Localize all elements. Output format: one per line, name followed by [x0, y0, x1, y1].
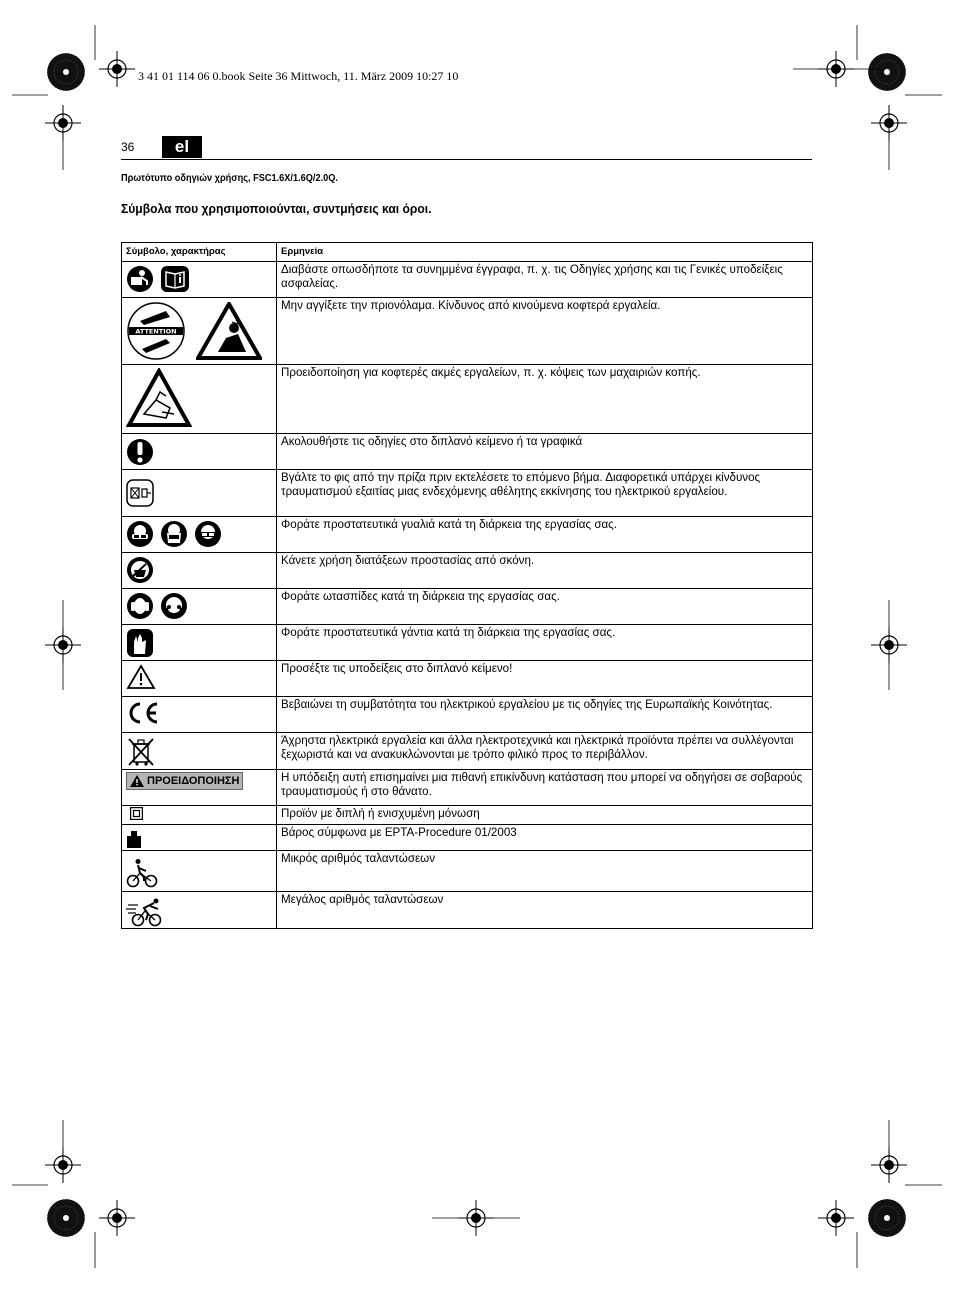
table-row	[122, 851, 813, 892]
meaning-cell: Μην αγγίξετε την πριονόλαμα. Κίνδυνος από κινούμενα κοφτερά εργαλεία.	[277, 298, 813, 365]
print-header: 3 41 01 114 06 0.book Seite 36 Mittwoch, 11. März 2009 10:27 10	[138, 69, 459, 83]
meaning-cell: Άχρηστα ηλεκτρικά εργαλεία και άλλα ηλεκτροτεχνικά και ηλεκτρικά προϊόντα πρέπει να συλλέγονται ξεχωριστά και να ανακυκλώνονται με τρόπο φιλικό προς το περιβάλλον.	[277, 733, 813, 770]
doc-subtitle: Πρωτότυπο οδηγιών χρήσης, FSC1.6X/1.6Q/2.0Q.	[121, 173, 338, 184]
symbols-table	[121, 242, 813, 929]
table-header-row	[122, 243, 813, 262]
header-meaning: Ερμηνεία	[277, 243, 813, 262]
cutting-edge-warning-icon	[126, 368, 192, 428]
symbol-cell	[122, 851, 277, 892]
symbol-cell	[122, 298, 277, 365]
table-row	[122, 517, 813, 553]
symbol-cell	[122, 806, 277, 825]
table-row	[122, 770, 813, 806]
weee-bin-icon	[126, 736, 156, 768]
meaning-cell: Βάρος σύμφωνα με EPTA-Procedure 01/2003	[277, 825, 813, 851]
meaning-cell: Προσέξτε τις υποδείξεις στο διπλανό κείμενο!	[277, 661, 813, 697]
meaning-cell: Φοράτε προστατευτικά γυαλιά κατά τη διάρκεια της εργασίας σας.	[277, 517, 813, 553]
meaning-cell: Κάνετε χρήση διατάξεων προστασίας από σκόνη.	[277, 553, 813, 589]
table-row	[122, 697, 813, 733]
table-row	[122, 806, 813, 825]
symbol-cell	[122, 365, 277, 434]
info-book-icon	[160, 265, 190, 293]
symbol-cell	[122, 892, 277, 929]
symbol-cell	[122, 262, 277, 298]
face-shield-icon	[160, 520, 188, 548]
header-symbol: Σύμβολο, χαρακτήρας	[122, 243, 277, 262]
blade-warning-triangle-icon	[196, 302, 262, 360]
symbol-cell	[122, 697, 277, 733]
meaning-cell: Διαβάστε οπωσδήποτε τα συνημμένα έγγραφα, π. χ. τις Οδηγίες χρήσης και τις Γενικές υποδείξεις ασφαλείας.	[277, 262, 813, 298]
mandatory-exclamation-icon	[126, 437, 154, 467]
warning-badge	[126, 772, 243, 790]
symbol-cell	[122, 434, 277, 470]
table-row	[122, 733, 813, 770]
symbol-cell	[122, 553, 277, 589]
read-manual-icon	[126, 265, 154, 293]
meaning-cell: Η υπόδειξη αυτή επισημαίνει μια πιθανή επικίνδυνη κατάσταση που μπορεί να οδηγήσει σε σοβαρούς τραυματισμούς ή στο θάνατο.	[277, 770, 813, 806]
table-row	[122, 825, 813, 851]
meaning-cell: Μικρός αριθμός ταλαντώσεων	[277, 851, 813, 892]
symbol-cell	[122, 470, 277, 517]
meaning-cell: Μεγάλος αριθμός ταλαντώσεων	[277, 892, 813, 929]
symbol-cell	[122, 625, 277, 661]
meaning-cell: Φοράτε προστατευτικά γάντια κατά τη διάρκεια της εργασίας σας.	[277, 625, 813, 661]
unplug-icon	[126, 479, 154, 507]
attention-label: ATTENTION	[135, 327, 177, 336]
page-number: 36	[121, 140, 135, 154]
symbol-cell	[122, 589, 277, 625]
goggles-icon	[126, 520, 154, 548]
meaning-cell: Βγάλτε το φις από την πρίζα πριν εκτελέσετε το επόμενο βήμα. Διαφορετικά υπάρχει κίνδυνος τραυματισμού εξαιτίας μιας ενδεχόμενης αθέλητης εκκίνησης του ηλεκτρικού εργαλείου.	[277, 470, 813, 517]
table-row	[122, 262, 813, 298]
table-row	[122, 434, 813, 470]
ear-muffs-icon	[126, 592, 154, 620]
table-row	[122, 470, 813, 517]
attention-blade-icon	[126, 301, 186, 361]
dust-mask-icon	[126, 556, 154, 584]
table-row	[122, 298, 813, 365]
warning-triangle-icon	[126, 664, 156, 690]
ce-mark-icon	[126, 700, 160, 726]
meaning-cell: Βεβαιώνει τη συμβατότητα του ηλεκτρικού εργαλείου με τις οδηγίες της Ευρωπαϊκής Κοινότητας.	[277, 697, 813, 733]
weight-icon	[126, 830, 142, 848]
table-row	[122, 892, 813, 929]
table-row	[122, 589, 813, 625]
fast-cyclist-icon	[126, 897, 164, 927]
symbol-cell	[122, 517, 277, 553]
warning-triangle-icon	[130, 775, 144, 787]
gloves-icon	[126, 628, 154, 658]
meaning-cell: Προειδοποίηση για κοφτερές ακμές εργαλείων, π. χ. κόψεις των μαχαιριών κοπής.	[277, 365, 813, 434]
warning-badge-label: ΠΡΟΕΙΔΟΠΟΙΗΣΗ	[147, 775, 240, 787]
ear-protection-icon	[160, 592, 188, 620]
language-badge: el	[162, 136, 202, 158]
table-row	[122, 661, 813, 697]
slow-cyclist-icon	[126, 858, 158, 888]
table-row	[122, 625, 813, 661]
table-row	[122, 365, 813, 434]
symbol-cell	[122, 770, 277, 806]
meaning-cell: Ακολουθήστε τις οδηγίες στο διπλανό κείμενο ή τα γραφικά	[277, 434, 813, 470]
table-row	[122, 553, 813, 589]
meaning-cell: Φοράτε ωτασπίδες κατά τη διάρκεια της εργασίας σας.	[277, 589, 813, 625]
double-insulation-icon	[130, 807, 143, 820]
safety-glasses-icon	[194, 520, 222, 548]
symbol-cell	[122, 661, 277, 697]
symbol-cell	[122, 825, 277, 851]
meaning-cell: Προϊόν με διπλή ή ενισχυμένη μόνωση	[277, 806, 813, 825]
section-title: Σύμβολα που χρησιμοποιούνται, συντμήσεις και όροι.	[121, 201, 432, 216]
symbol-cell	[122, 733, 277, 770]
header-rule	[121, 159, 812, 160]
